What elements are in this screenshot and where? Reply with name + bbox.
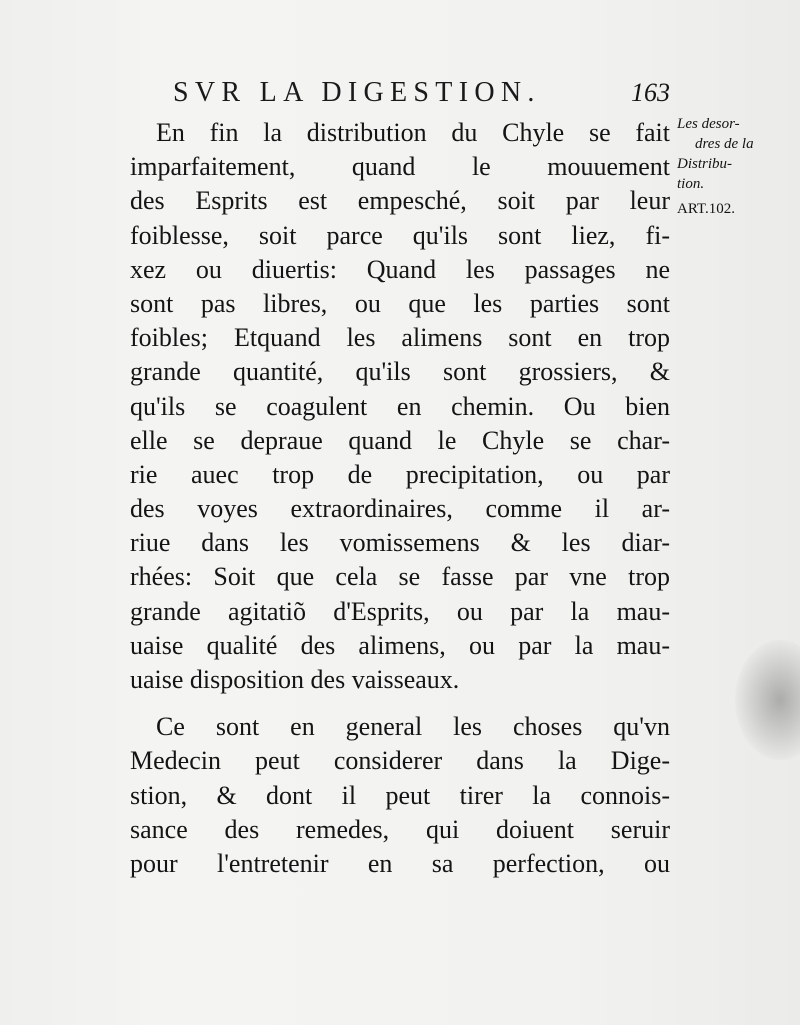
text-line: rhées: Soit que cela se fasse par vne trop xyxy=(130,562,670,592)
text-line: foiblesse, soit parce qu'ils sont liez, fi- xyxy=(130,220,670,250)
text-line: uaise qualité des alimens, ou par la mau- xyxy=(130,630,670,660)
paragraph-gap xyxy=(130,697,670,710)
text-line: elle se depraue quand le Chyle se char- xyxy=(130,425,670,455)
text-line: rie auec trop de precipitation, ou par xyxy=(130,459,670,489)
page-stain xyxy=(735,640,800,760)
text-line: riue dans les vomissemens & les diar- xyxy=(130,528,670,558)
text-line: pour l'entretenir en sa perfection, ou xyxy=(130,848,670,878)
margin-note-line: dres de la xyxy=(695,136,754,152)
text-line: sance des remedes, qui doiuent seruir xyxy=(130,814,670,844)
text-line: sont pas libres, ou que les parties sont xyxy=(130,288,670,318)
page-number: 163 xyxy=(631,78,670,107)
text-line: qu'ils se coagulent en chemin. Ou bien xyxy=(130,391,670,421)
text-line: xez ou diuertis: Quand les passages ne xyxy=(130,254,670,284)
margin-article-number: ART.102. xyxy=(677,201,735,217)
text-line: En fin la distribution du Chyle se fait xyxy=(156,118,670,147)
margin-note xyxy=(677,114,772,220)
text-line: des voyes extraordinaires, comme il ar- xyxy=(130,494,670,524)
text-line: Medecin peut considerer dans la Dige- xyxy=(130,746,670,776)
text-line: foibles; Etquand les alimens sont en trop xyxy=(130,323,670,353)
text-line: grande agitatiõ d'Esprits, ou par la mau- xyxy=(130,596,670,626)
body-text xyxy=(130,116,670,881)
text-line: des Esprits est empesché, soit par leur xyxy=(130,186,670,216)
margin-note-line: Les desor- xyxy=(677,116,740,132)
margin-note-line: Distribu- xyxy=(677,156,733,172)
text-line: grande quantité, qu'ils sont grossiers, & xyxy=(130,357,670,387)
text-line: stion, & dont il peut tirer la connois- xyxy=(130,780,670,810)
running-head-title: SVR LA DIGESTION. xyxy=(173,77,541,108)
text-line: Ce sont en general les choses qu'vn xyxy=(156,712,670,742)
running-head xyxy=(173,76,670,110)
text-line: uaise disposition des vaisseaux. xyxy=(130,665,460,694)
text-line: imparfaitement, quand le mouuement xyxy=(130,152,670,182)
margin-note-line: tion. xyxy=(677,176,705,192)
